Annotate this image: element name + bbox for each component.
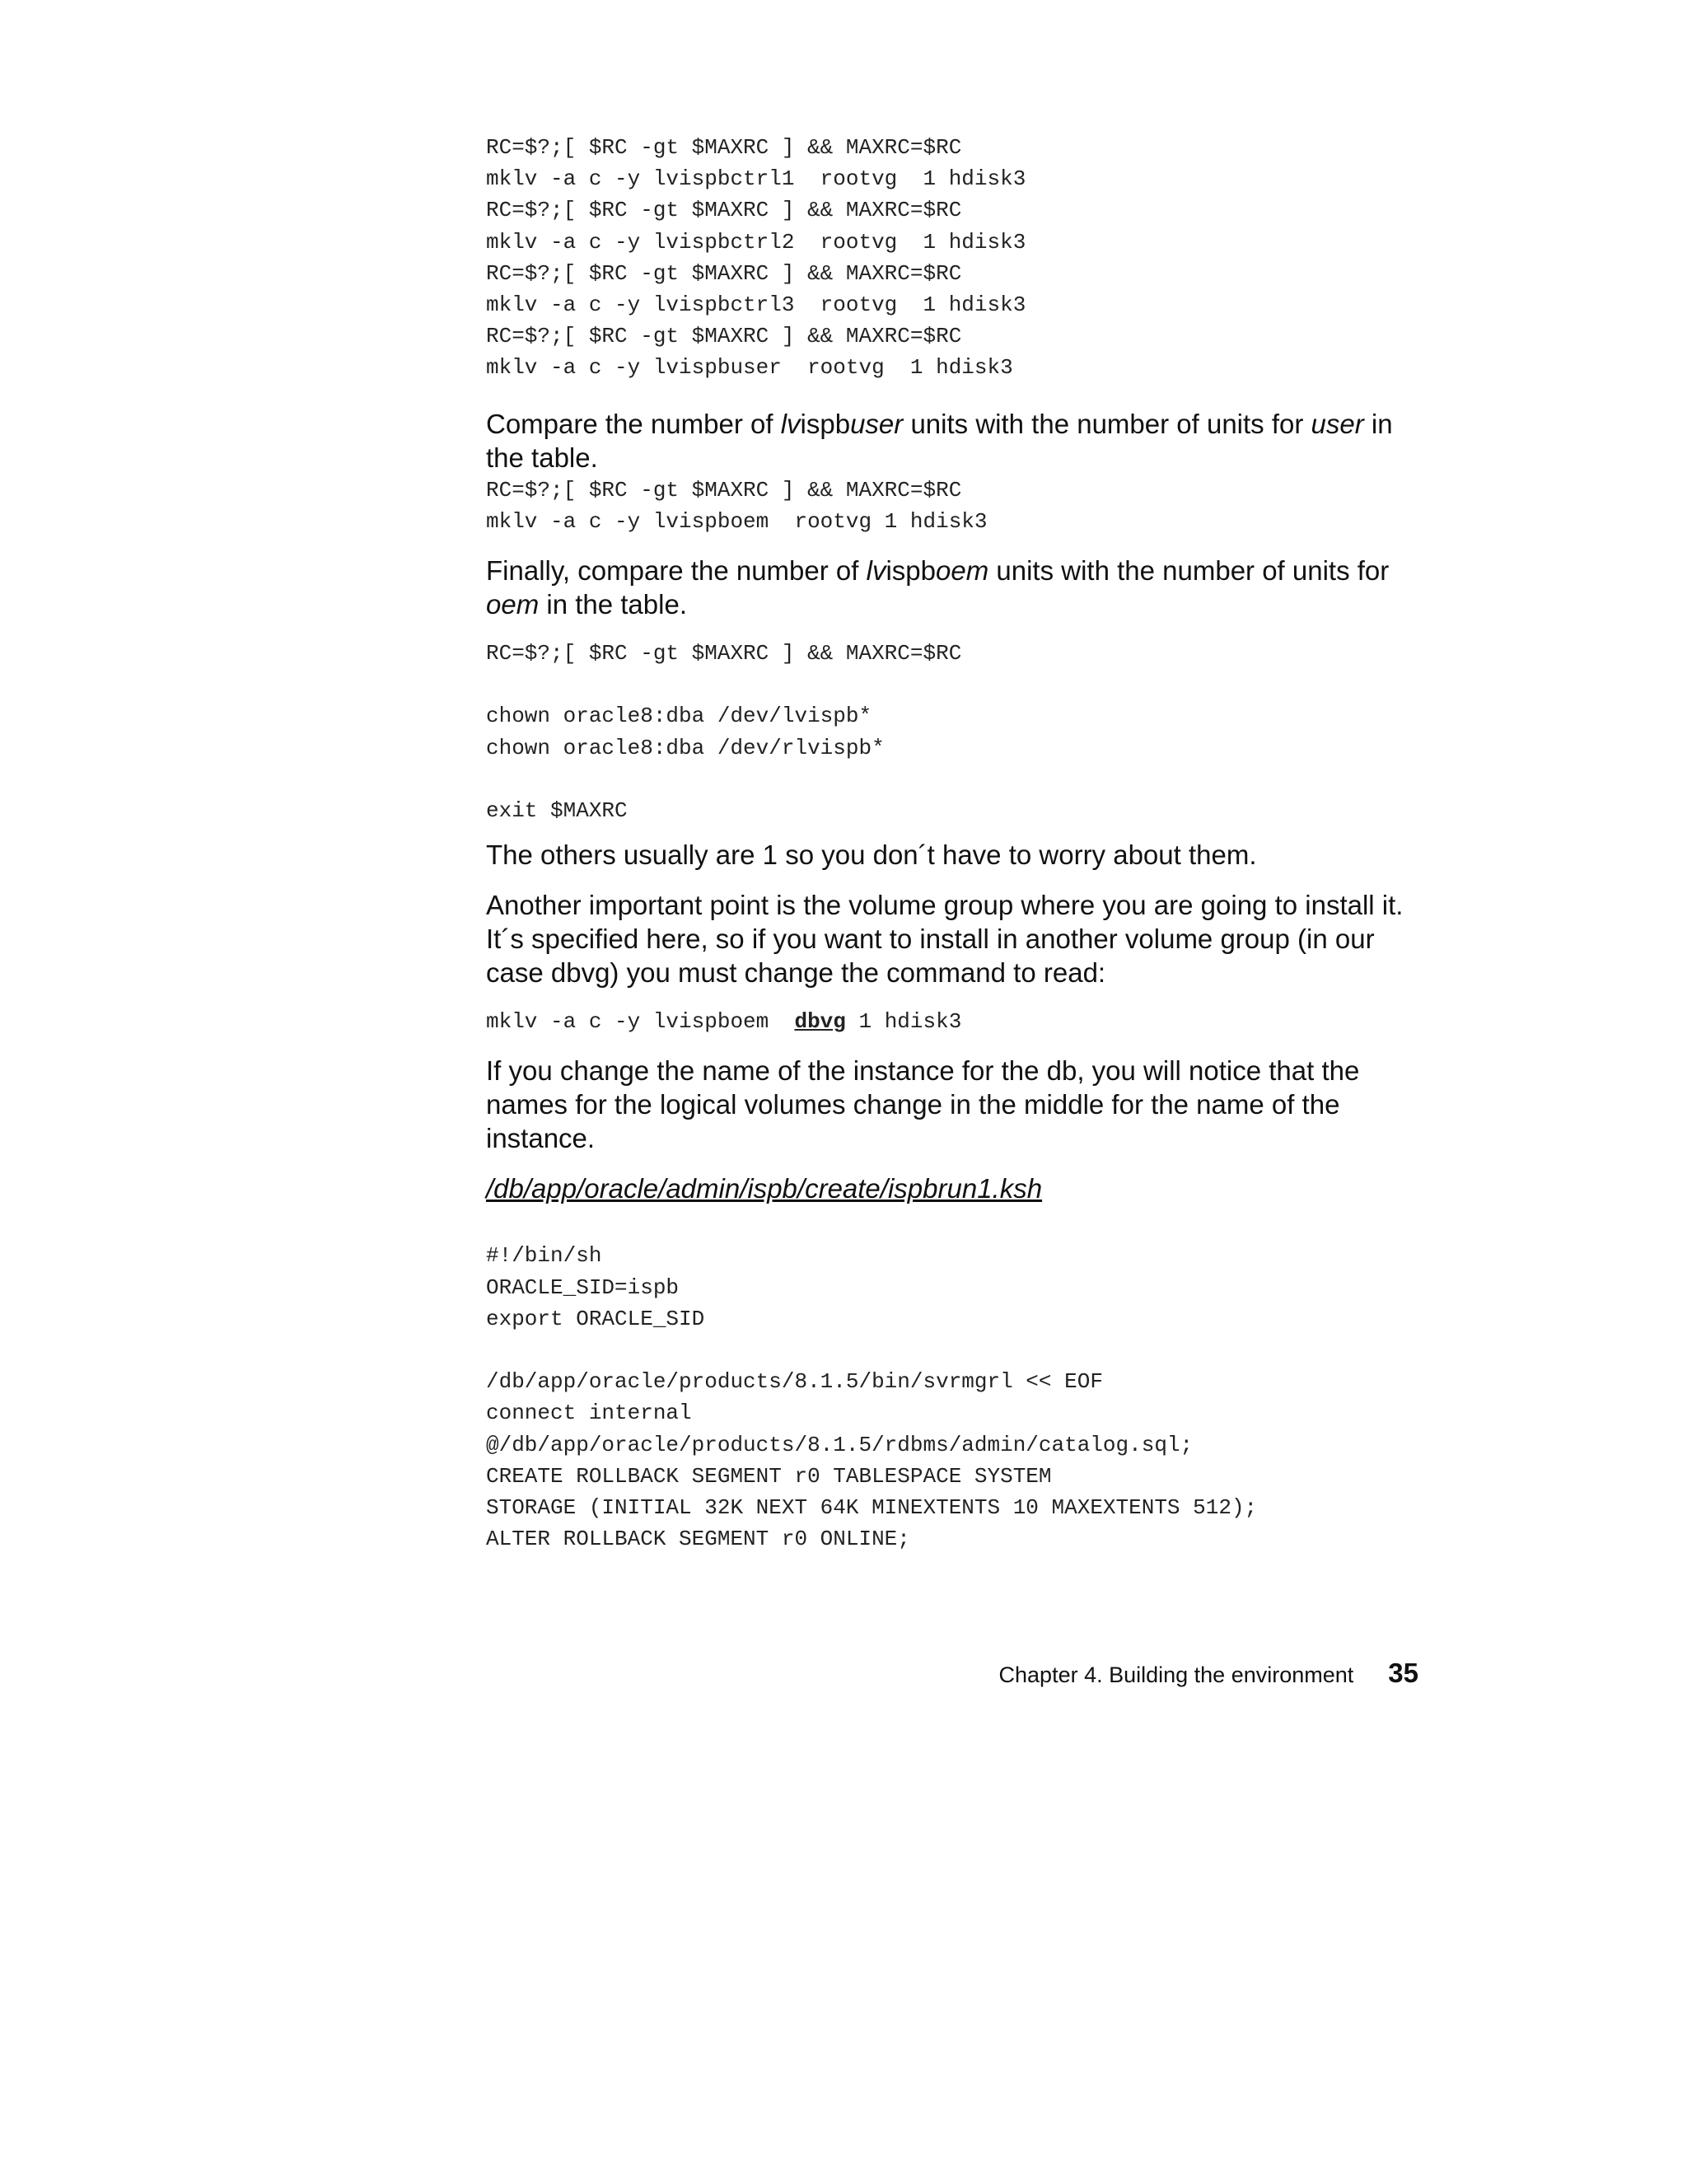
code-line: mklv -a c -y lvispbctrl2 rootvg 1 hdisk3 [486, 229, 1026, 255]
code-block-script [486, 1240, 1417, 1555]
code-line: export ORACLE_SID [486, 1306, 705, 1331]
highlight-dbvg: dbvg [794, 1009, 846, 1035]
paragraph-compare-user: Compare the number of lvispbuser units with the number of units for user in the table. [486, 408, 1393, 473]
code-line: mklv -a c -y lvispboem rootvg 1 hdisk3 [486, 508, 988, 534]
code-line: ORACLE_SID=ispb [486, 1274, 680, 1300]
code-line: RC=$?;[ $RC -gt $MAXRC ] && MAXRC=$RC [486, 641, 962, 666]
code-block-mklv-oem [486, 475, 1417, 537]
code-line: /db/app/oracle/products/8.1.5/bin/svrmgrl << EOF [486, 1369, 1103, 1395]
paragraph-volume-group: Another important point is the volume group where you are going to install it. It´s specified here, so if you want to install in another volume group (in our case dbvg) you must change the command to read: [486, 890, 1404, 989]
code-line: ALTER ROLLBACK SEGMENT r0 ONLINE; [486, 1527, 910, 1552]
code-block-chown-exit [486, 638, 1417, 826]
code-line: chown oracle8:dba /dev/rlvispb* [486, 735, 885, 760]
code-line: mklv -a c -y lvispbctrl3 rootvg 1 hdisk3 [486, 292, 1026, 318]
code-line: mklv -a c -y lvispbuser rootvg 1 hdisk3 [486, 355, 1013, 381]
code-line: @/db/app/oracle/products/8.1.5/rdbms/admin/catalog.sql; [486, 1432, 1194, 1457]
code-line: RC=$?;[ $RC -gt $MAXRC ] && MAXRC=$RC [486, 477, 962, 503]
code-line: STORAGE (INITIAL 32K NEXT 64K MINEXTENTS 10 MAXEXTENTS 512); [486, 1495, 1258, 1521]
code-line: connect internal [486, 1401, 692, 1426]
page-footer [997, 1658, 1418, 1689]
code-line: RC=$?;[ $RC -gt $MAXRC ] && MAXRC=$RC [486, 198, 962, 223]
code-line: #!/bin/sh [486, 1243, 602, 1269]
code-line: RC=$?;[ $RC -gt $MAXRC ] && MAXRC=$RC [486, 324, 962, 349]
code-line: RC=$?;[ $RC -gt $MAXRC ] && MAXRC=$RC [486, 260, 962, 286]
paragraph-instance: If you change the name of the instance for the db, you will notice that the names for the logical volumes change in the middle for the name of the instance. [486, 1055, 1360, 1154]
code-block-mklv-ctrl [486, 132, 1417, 384]
file-path-heading: /db/app/oracle/admin/ispb/create/ispbrun1.ksh [486, 1173, 1043, 1204]
page-content [486, 132, 1417, 1555]
paragraph-compare-oem: Finally, compare the number of lvispboem units with the number of units for oem in the table. [486, 555, 1390, 620]
page-number: 35 [1388, 1658, 1418, 1688]
code-line-mklv-dbvg: mklv -a c -y lvispboem dbvg 1 hdisk3 [486, 1009, 962, 1035]
footer-chapter-title: Chapter 4. Building the environment [998, 1663, 1354, 1687]
code-line: mklv -a c -y lvispbctrl1 rootvg 1 hdisk3 [486, 166, 1026, 192]
code-line: CREATE ROLLBACK SEGMENT r0 TABLESPACE SYSTEM [486, 1463, 1052, 1489]
code-line: chown oracle8:dba /dev/lvispb* [486, 704, 872, 729]
code-line: RC=$?;[ $RC -gt $MAXRC ] && MAXRC=$RC [486, 135, 962, 160]
code-line: exit $MAXRC [486, 798, 628, 824]
paragraph-others: The others usually are 1 so you don´t have to worry about them. [486, 839, 1257, 871]
